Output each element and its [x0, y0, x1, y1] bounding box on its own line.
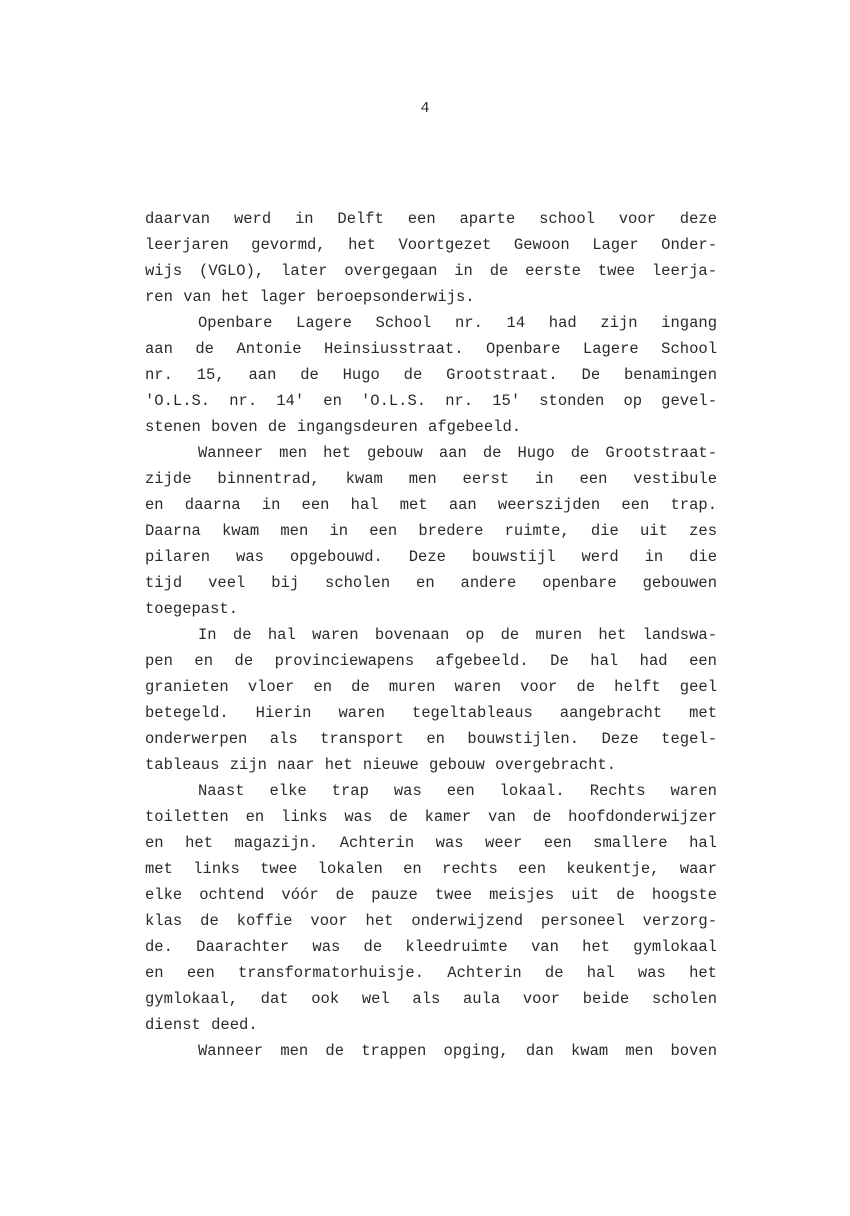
- text-line: In de hal waren bovenaan op de muren het landswa-: [198, 626, 717, 644]
- text-line: onderwerpen als transport en bouwstijlen. Deze tegel-: [145, 730, 717, 748]
- text-line: wijs (VGLO), later overgegaan in de eerste twee leerja-: [145, 262, 717, 280]
- text-line: Wanneer men het gebouw aan de Hugo de Grootstraat-: [198, 444, 717, 462]
- text-line: gymlokaal, dat ook wel als aula voor beide scholen: [145, 990, 717, 1008]
- text-line: granieten vloer en de muren waren voor de helft geel: [145, 678, 717, 696]
- text-line: elke ochtend vóór de pauze twee meisjes uit de hoogste: [145, 886, 717, 904]
- text-line: dienst deed.: [145, 1016, 258, 1034]
- text-line: pen en de provinciewapens afgebeeld. De hal had een: [145, 652, 717, 670]
- text-line: tijd veel bij scholen en andere openbare gebouwen: [145, 574, 717, 592]
- text-line: klas de koffie voor het onderwijzend personeel verzorg-: [145, 912, 717, 930]
- text-line: zijde binnentrad, kwam men eerst in een vestibule: [145, 470, 717, 488]
- text-line: en het magazijn. Achterin was weer een smallere hal: [145, 834, 717, 852]
- text-line: betegeld. Hierin waren tegeltableaus aangebracht met: [145, 704, 717, 722]
- body-text: [145, 206, 717, 1064]
- text-line: tableaus zijn naar het nieuwe gebouw overgebracht.: [145, 756, 617, 774]
- text-line: stenen boven de ingangsdeuren afgebeeld.: [145, 418, 522, 436]
- text-line: met links twee lokalen en rechts een keukentje, waar: [145, 860, 717, 878]
- text-line: en een transformatorhuisje. Achterin de hal was het: [145, 964, 717, 982]
- text-line: nr. 15, aan de Hugo de Grootstraat. De benamingen: [145, 366, 717, 384]
- text-line: Wanneer men de trappen opging, dan kwam men boven: [198, 1042, 717, 1060]
- text-line: en daarna in een hal met aan weerszijden een trap.: [145, 496, 717, 514]
- text-line: leerjaren gevormd, het Voortgezet Gewoon Lager Onder-: [145, 236, 717, 254]
- page-number: 4: [420, 100, 430, 117]
- text-line: Naast elke trap was een lokaal. Rechts waren: [198, 782, 717, 800]
- text-line: de. Daarachter was de kleedruimte van het gymlokaal: [145, 938, 717, 956]
- text-line: daarvan werd in Delft een aparte school voor deze: [145, 210, 717, 228]
- text-line: pilaren was opgebouwd. Deze bouwstijl werd in die: [145, 548, 717, 566]
- text-line: ren van het lager beroepsonderwijs.: [145, 288, 475, 306]
- text-line: Daarna kwam men in een bredere ruimte, die uit zes: [145, 522, 717, 540]
- text-line: aan de Antonie Heinsiusstraat. Openbare Lagere School: [145, 340, 717, 358]
- text-line: toegepast.: [145, 600, 239, 618]
- text-line: 'O.L.S. nr. 14' en 'O.L.S. nr. 15' stonden op gevel-: [145, 392, 717, 410]
- text-line: toiletten en links was de kamer van de hoofdonderwijzer: [145, 808, 717, 826]
- text-line: Openbare Lagere School nr. 14 had zijn ingang: [198, 314, 717, 332]
